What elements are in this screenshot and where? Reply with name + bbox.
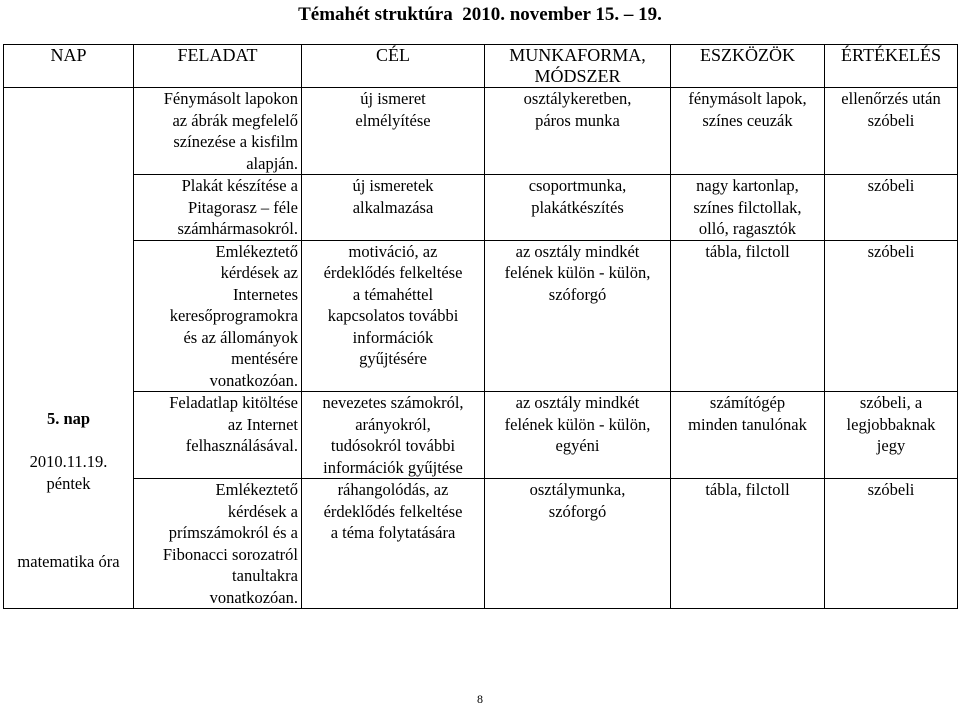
cel-cell: ráhangolódás, az érdeklődés felkeltése a téma folytatására xyxy=(302,479,485,609)
header-feladat: FELADAT xyxy=(134,45,302,88)
feladat-cell: Feladatlap kitöltése az Internet felhasználásával. xyxy=(134,392,302,479)
ertekeles-cell: szóbeli xyxy=(825,175,958,241)
header-eszkozok: ESZKÖZÖK xyxy=(671,45,825,88)
munkaforma-cell: osztálymunka, szóforgó xyxy=(485,479,671,609)
table-header-row xyxy=(4,45,958,88)
munkaforma-cell: csoportmunka, plakátkészítés xyxy=(485,175,671,241)
eszkozok-cell: tábla, filctoll xyxy=(671,240,825,392)
table-row xyxy=(4,240,958,392)
eszkozok-cell: nagy kartonlap, színes filctollak, olló, ragasztók xyxy=(671,175,825,241)
day-label: 5. nap xyxy=(46,409,91,428)
day-date: 2010.11.19. péntek xyxy=(29,452,108,493)
munkaforma-cell: osztálykeretben, páros munka xyxy=(485,88,671,175)
feladat-cell: Emlékeztető kérdések az Internetes keresőprogramokra és az állományok mentésére vonatkozóan. xyxy=(134,240,302,392)
day-subject: matematika óra xyxy=(17,552,120,571)
header-munkaforma: MUNKAFORMA, MÓDSZER xyxy=(485,45,671,88)
ertekeles-cell: szóbeli xyxy=(825,240,958,392)
ertekeles-cell: szóbeli, a legjobbaknak jegy xyxy=(825,392,958,479)
day-cell xyxy=(4,88,134,609)
munkaforma-cell: az osztály mindkét felének külön - külön, szóforgó xyxy=(485,240,671,392)
table-row xyxy=(4,88,958,175)
eszkozok-cell: számítógép minden tanulónak xyxy=(671,392,825,479)
feladat-cell: Plakát készítése a Pitagorasz – féle számhármasokról. xyxy=(134,175,302,241)
lesson-plan-table xyxy=(3,44,958,609)
eszkozok-cell: fénymásolt lapok, színes ceuzák xyxy=(671,88,825,175)
cel-cell: nevezetes számokról, arányokról, tudósokról további információk gyűjtése xyxy=(302,392,485,479)
ertekeles-cell: ellenőrzés után szóbeli xyxy=(825,88,958,175)
eszkozok-cell: tábla, filctoll xyxy=(671,479,825,609)
header-ertekeles: ÉRTÉKELÉS xyxy=(825,45,958,88)
feladat-cell: Fénymásolt lapokon az ábrák megfelelő színezése a kisfilm alapján. xyxy=(134,88,302,175)
header-cel: CÉL xyxy=(302,45,485,88)
cel-cell: új ismeretek alkalmazása xyxy=(302,175,485,241)
table-row xyxy=(4,175,958,241)
document-title: Témahét struktúra 2010. november 15. – 19. xyxy=(298,4,662,25)
table-row xyxy=(4,392,958,479)
cel-cell: új ismeret elmélyítése xyxy=(302,88,485,175)
table-row xyxy=(4,479,958,609)
header-nap: NAP xyxy=(4,45,134,88)
munkaforma-cell: az osztály mindkét felének külön - külön, egyéni xyxy=(485,392,671,479)
ertekeles-cell: szóbeli xyxy=(825,479,958,609)
page-number: 8 xyxy=(477,692,483,706)
feladat-cell: Emlékeztető kérdések a prímszámokról és a Fibonacci sorozatról tanultakra vonatkozóan. xyxy=(134,479,302,609)
cel-cell: motiváció, az érdeklődés felkeltése a témahéttel kapcsolatos további információk gyűjtésére xyxy=(302,240,485,392)
